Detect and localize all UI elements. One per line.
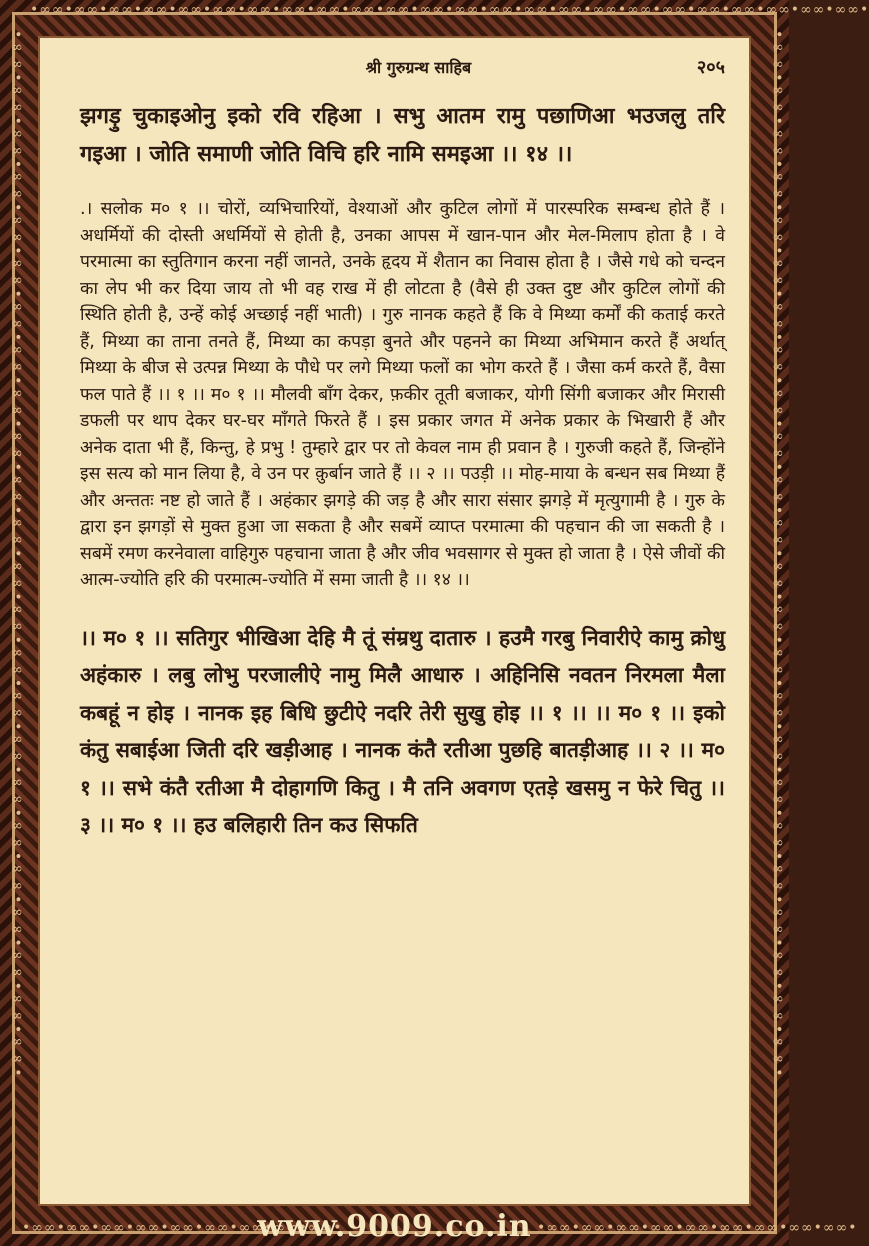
scripture-page (38, 36, 751, 1206)
page-title: श्री गुरुग्रन्थ साहिब (365, 58, 472, 77)
border-ornament-top: •∞∞•∞∞•∞∞•∞∞•∞∞•∞∞•∞∞•∞∞•∞∞•∞∞•∞∞•∞∞•∞∞•∞∞•∞∞•∞∞•∞∞•∞∞•∞∞•∞∞•∞∞•∞∞•∞∞•∞∞• (30, 2, 869, 18)
website-url-watermark: www.9009.co.in (257, 1209, 532, 1244)
verse-text-bottom: ।। म० १ ।। सतिगुर भीखिआ देहि मै तूं संम्रथु दातारु । हउमै गरबु निवारीऐ कामु क्रोधु अहंकारु । लबु लोभु परजालीऐ नामु मिलै आधारु । अहिनिसि नवतन निरमला मैला कबहूं न होइ । नानक इह बिधि छुटीऐ नदरि तेरी सुखु होइ ।। १ ।। ।। म० १ ।। इको कंतु सबाईआ जिती दरि खड़ीआह । नानक कंतै रतीआ पुछहि बातड़ीआह ।। २ ।। म० १ ।। सभे कंतै रतीआ मै दोहागणि कितु । मै तनि अवगण एतड़े खसमु न फेरे चितु ।। ३ ।। म० १ ।। हउ बलिहारी तिन कउ सिफति (80, 625, 725, 837)
hindi-translation (80, 196, 725, 594)
gurbani-verse-bottom (80, 620, 725, 845)
translation-text: .। सलोक म० १ ।। चोरों, व्यभिचारियों, वेश्याओं और कुटिल लोगों में पारस्परिक सम्बन्ध होते हैं । अधर्मियों की दोस्ती अधर्मियों से होती है, उनका आपस में खान-पान और मेल-मिलाप होता है । वे परमात्मा का स्तुतिगान करना नहीं जानते, उनके हृदय में शैतान का निवास होता है । जैसे गधे को चन्दन का लेप भी कर दिया जाय तो भी वह राख में ही लोटता है (वैसे ही उक्त दुष्ट और कुटिल लोगों की स्थिति होती है, उन्हें कोई अच्छाई नहीं भाती) । गुरु नानक कहते हैं कि वे मिथ्या कर्मों की कताई करते हैं, मिथ्या का ताना तनते हैं, मिथ्या का कपड़ा बुनते और पहनने का मिथ्या अभिमान करते हैं अर्थात् मिथ्या के बीज से उत्पन्न मिथ्या के पौधे पर लगे मिथ्या फलों का भोग करते हैं । जैसा कर्म करते हैं, वैसा फल पाते हैं ।। १ ।। म० १ ।। मौलवी बाँग देकर, फ़कीर तूती बजाकर, योगी सिंगी बजाकर और मिरासी डफली पर थाप देकर घर-घर माँगते फिरते हैं । इस प्रकार जगत में अनेक प्रकार के भिखारी हैं और अनेक दाता भी हैं, किन्तु, हे प्रभु ! तुम्हारे द्वार पर तो केवल नाम ही प्रवान है । गुरुजी कहते हैं, जिन्होंने इस सत्य को मान लिया है, वे उन पर क़ुर्बान जाते हैं ।। २ ।। पउड़ी ।। मोह-माया के बन्धन सब मिथ्या हैं और अन्ततः नष्ट हो जाते हैं । अहंकार झगड़े की जड़ है और सारा संसार झगड़े में मृत्युगामी है । गुरु के द्वारा इन झगड़ों से मुक्त हुआ जा सकता है और सबमें व्याप्त परमात्मा की पहचान की जा सकती है । सबमें रमण करनेवाला वाहिगुरु पहचाना जाता है और जीव भवसागर से मुक्त हो जाता है । ऐसे जीवों की आत्म-ज्योति हरि की परमात्म-ज्योति में समा जाती है ।। १४ ।। (80, 199, 725, 590)
border-ornament-bottom-left: •∞∞•∞∞•∞∞•∞∞•∞∞•∞∞•∞∞•∞∞•∞∞• (22, 1220, 343, 1236)
border-ornament-right: •∞∞•∞∞•∞∞•∞∞•∞∞•∞∞•∞∞•∞∞•∞∞•∞∞•∞∞•∞∞•∞∞•∞∞•∞∞•∞∞•∞∞•∞∞•∞∞•∞∞•∞∞•∞∞•∞∞•∞∞• (770, 30, 786, 1078)
verse-text: झगड़ु चुकाइओनु इको रवि रहिआ । सभु आतम रामु पछाणिआ भउजलु तरि गइआ । जोति समाणी जोति विचि हरि नामि समइआ ।। १४ ।। (80, 104, 725, 167)
border-ornament-left: •∞∞•∞∞•∞∞•∞∞•∞∞•∞∞•∞∞•∞∞•∞∞•∞∞•∞∞•∞∞•∞∞•∞∞•∞∞•∞∞•∞∞•∞∞•∞∞•∞∞•∞∞•∞∞•∞∞•∞∞• (9, 30, 25, 1078)
page-number: २०५ (696, 57, 725, 78)
page-header (80, 52, 725, 82)
gurbani-verse-top (80, 98, 725, 174)
border-ornament-bottom-right: •∞∞•∞∞•∞∞•∞∞•∞∞•∞∞•∞∞•∞∞•∞∞• (537, 1220, 858, 1236)
